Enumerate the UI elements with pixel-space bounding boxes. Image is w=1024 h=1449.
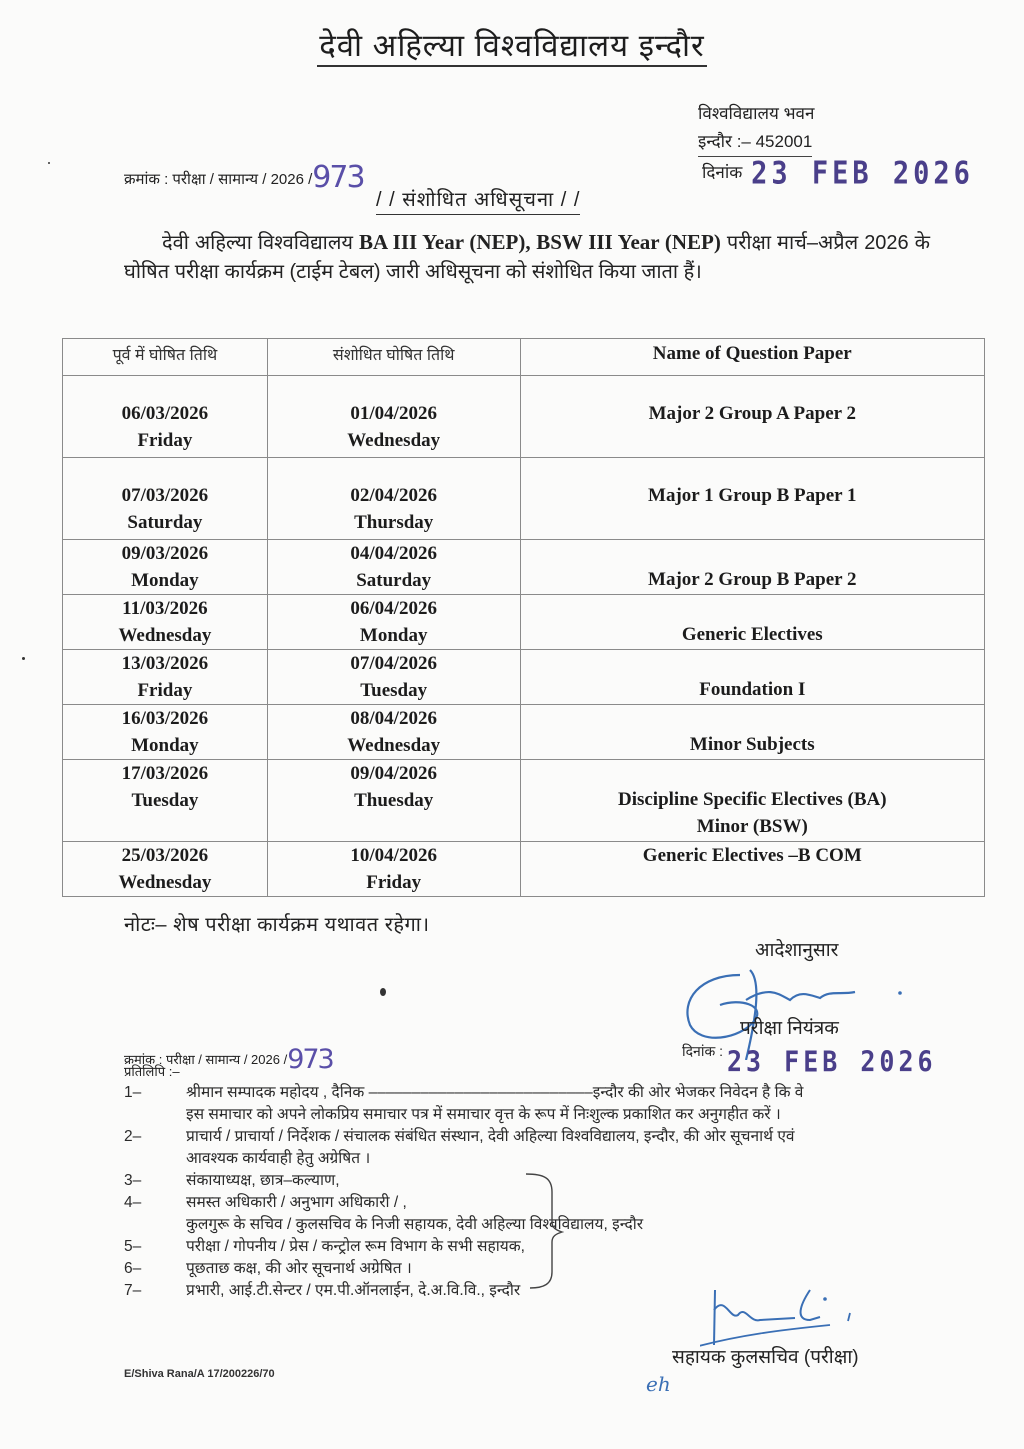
previous-date: 13/03/2026 bbox=[121, 653, 209, 674]
revised-date-cell bbox=[267, 650, 520, 705]
revised-day: Thursday bbox=[354, 512, 434, 533]
question-paper-cell bbox=[520, 595, 984, 650]
revised-date: 08/04/2026 bbox=[350, 708, 437, 729]
previous-day: Wednesday bbox=[118, 625, 212, 646]
previous-date-cell bbox=[63, 842, 268, 897]
header-question-paper: Name of Question Paper bbox=[520, 339, 984, 376]
item-number: 5– bbox=[124, 1238, 142, 1255]
item-number bbox=[124, 1214, 186, 1236]
revised-day: Tuesday bbox=[360, 680, 428, 701]
revised-date: 07/04/2026 bbox=[350, 653, 437, 674]
course-names: BA III Year (NEP), BSW III Year (NEP) bbox=[359, 230, 721, 254]
previous-date-cell bbox=[63, 595, 268, 650]
item-text: प्राचार्य / प्राचार्या / निर्देशक / संचालक संबंधित संस्थान, देवी अहिल्या विश्वविद्यालय, इन्दौर, की ओर सूचनार्थ एवं bbox=[186, 1128, 795, 1145]
question-paper-name: Major 2 Group B Paper 2 bbox=[648, 569, 857, 590]
header-previous-date: पूर्व में घोषित तिथि bbox=[63, 339, 268, 376]
previous-date: 11/03/2026 bbox=[122, 598, 208, 619]
question-paper-cell bbox=[520, 842, 984, 897]
previous-date-cell bbox=[63, 705, 268, 760]
item-text: श्रीमान सम्पादक महोदय , दैनिक ––––––––––––––––––––––––––इन्दौर की ओर भेजकर निवेदन है कि वे bbox=[186, 1084, 804, 1101]
previous-date: 07/03/2026 bbox=[121, 485, 209, 506]
question-paper-name: Minor Subjects bbox=[689, 734, 815, 755]
revised-date-cell bbox=[267, 595, 520, 650]
file-reference: E/Shiva Rana/A 17/200226/70 bbox=[124, 1368, 275, 1380]
revised-schedule-table bbox=[62, 338, 985, 897]
question-paper-name: Generic Electives bbox=[681, 624, 823, 645]
previous-date-cell bbox=[63, 540, 268, 595]
note: नोटः– शेष परीक्षा कार्यक्रम यथावत रहेगा। bbox=[124, 914, 430, 936]
scan-speck bbox=[22, 657, 25, 660]
previous-day: Monday bbox=[131, 735, 199, 756]
previous-date-cell bbox=[63, 760, 268, 842]
copy-date bbox=[682, 1042, 937, 1079]
item-text: कुलगुरू के सचिव / कुलसचिव के निजी सहायक, देवी अहिल्या विश्वविद्यालय, इन्दौर bbox=[186, 1216, 644, 1233]
item-number bbox=[124, 1148, 186, 1170]
item-number: 4– bbox=[124, 1194, 142, 1211]
copy-date-stamp: 23 FEB 2026 bbox=[727, 1044, 937, 1079]
revised-date: 10/04/2026 bbox=[350, 845, 437, 866]
assistant-registrar-designation: सहायक कुलसचिव (परीक्षा) bbox=[672, 1347, 859, 1368]
previous-day: Friday bbox=[137, 430, 193, 451]
date-label: दिनांक bbox=[702, 163, 743, 182]
copy-to-label: प्रतिलिपि :– bbox=[124, 1064, 180, 1079]
revised-date: 01/04/2026 bbox=[350, 403, 437, 424]
previous-date: 17/03/2026 bbox=[121, 763, 209, 784]
revised-date: 04/04/2026 bbox=[350, 543, 437, 564]
question-paper-cell bbox=[520, 540, 984, 595]
handwritten-ref-number: 973 bbox=[312, 160, 364, 195]
item-text: समस्त अधिकारी / अनुभाग अधिकारी / , bbox=[186, 1194, 407, 1211]
handwritten-initials: eh bbox=[646, 1372, 671, 1396]
revised-day: Saturday bbox=[356, 570, 432, 591]
copy-recipient-continuation bbox=[124, 1148, 944, 1170]
question-paper-name-line-2: Minor (BSW) bbox=[696, 816, 808, 837]
issue-date bbox=[702, 155, 974, 192]
header-revised-date: संशोधित घोषित तिथि bbox=[267, 339, 520, 376]
table-row bbox=[63, 842, 985, 897]
revised-date-cell bbox=[267, 376, 520, 458]
revised-date-cell bbox=[267, 705, 520, 760]
item-text: परीक्षा / गोपनीय / प्रेस / कन्ट्रोल रूम विभाग के सभी सहायक, bbox=[186, 1238, 525, 1255]
previous-date: 25/03/2026 bbox=[121, 845, 209, 866]
question-paper-cell bbox=[520, 760, 984, 842]
notice-title: / / संशोधित अधिसूचना / / bbox=[376, 185, 580, 215]
address-line-1: विश्वविद्यालय भवन bbox=[698, 104, 815, 123]
item-text: आवश्यक कार्यवाही हेतु अग्रेषित । bbox=[186, 1150, 371, 1167]
scan-speck bbox=[48, 162, 50, 164]
question-paper-name: Discipline Specific Electives (BA) bbox=[617, 789, 887, 810]
item-text: प्रभारी, आई.टी.सेन्टर / एम.पी.ऑनलाईन, दे.अ.वि.वि., इन्दौर bbox=[186, 1282, 521, 1299]
controller-designation: परीक्षा नियंत्रक bbox=[740, 1018, 839, 1039]
revised-day: Thuesday bbox=[354, 790, 434, 811]
previous-date: 09/03/2026 bbox=[121, 543, 209, 564]
previous-day: Saturday bbox=[127, 512, 203, 533]
question-paper-name: Major 2 Group A Paper 2 bbox=[648, 403, 856, 424]
previous-date: 06/03/2026 bbox=[121, 403, 209, 424]
table-row bbox=[63, 595, 985, 650]
question-paper-cell bbox=[520, 650, 984, 705]
previous-date-cell bbox=[63, 650, 268, 705]
previous-day: Tuesday bbox=[131, 790, 199, 811]
date-stamp: 23 FEB 2026 bbox=[751, 155, 974, 192]
previous-date-cell bbox=[63, 376, 268, 458]
previous-day: Monday bbox=[131, 570, 199, 591]
item-text: संकायाध्यक्ष, छात्र–कल्याण, bbox=[186, 1172, 340, 1189]
revised-day: Friday bbox=[366, 872, 422, 893]
item-number: 3– bbox=[124, 1172, 142, 1189]
revised-day: Monday bbox=[359, 625, 428, 646]
revised-date-cell bbox=[267, 842, 520, 897]
revised-date: 09/04/2026 bbox=[350, 763, 437, 784]
revised-date-cell bbox=[267, 458, 520, 540]
table-header-row bbox=[63, 339, 985, 376]
question-paper-cell bbox=[520, 705, 984, 760]
copy-date-label: दिनांक : bbox=[682, 1043, 723, 1059]
copy-reference-label: क्रमांक : परीक्षा / सामान्य / 2026 / bbox=[124, 1052, 288, 1067]
item-number: 7– bbox=[124, 1282, 142, 1299]
question-paper-name: Foundation I bbox=[699, 679, 806, 700]
table-row bbox=[63, 458, 985, 540]
item-text: पूछताछ कक्ष, की ओर सूचनार्थ अग्रेषित । bbox=[186, 1260, 412, 1277]
reference-number bbox=[124, 160, 364, 195]
university-title: देवी अहिल्या विश्वविद्यालय इन्दौर bbox=[0, 24, 1024, 66]
university-address bbox=[698, 100, 814, 157]
item-number: 1– bbox=[124, 1084, 142, 1101]
previous-day: Friday bbox=[137, 680, 193, 701]
item-number: 2– bbox=[124, 1128, 142, 1145]
revised-date: 06/04/2026 bbox=[350, 598, 437, 619]
revised-date-cell bbox=[267, 540, 520, 595]
table-row bbox=[63, 540, 985, 595]
revised-day: Wednesday bbox=[347, 735, 441, 756]
by-order-text: आदेशानुसार bbox=[755, 940, 839, 961]
table-row bbox=[63, 705, 985, 760]
copy-recipient-item bbox=[124, 1126, 944, 1148]
question-paper-name: Major 1 Group B Paper 1 bbox=[648, 485, 857, 506]
copy-recipient-continuation bbox=[124, 1104, 944, 1126]
revised-date: 02/04/2026 bbox=[350, 485, 437, 506]
previous-date: 16/03/2026 bbox=[121, 708, 209, 729]
copy-handwritten-ref-number: 973 bbox=[287, 1044, 333, 1075]
grouping-brace bbox=[524, 1172, 564, 1292]
address-line-2: इन्दौर :– 452001 bbox=[698, 128, 812, 157]
item-text: इस समाचार को अपने लोकप्रिय समाचार पत्र में समाचार वृत्त के रूप में निःशुल्क प्रकाशित कर अनुगहीत करें । bbox=[186, 1106, 781, 1123]
item-number bbox=[124, 1104, 186, 1126]
copy-recipient-item bbox=[124, 1082, 944, 1104]
table-row bbox=[63, 760, 985, 842]
question-paper-cell bbox=[520, 376, 984, 458]
table-row bbox=[63, 376, 985, 458]
reference-label: क्रमांक : परीक्षा / सामान्य / 2026 / bbox=[124, 171, 313, 188]
question-paper-cell bbox=[520, 458, 984, 540]
intro-paragraph: देवी अहिल्या विश्वविद्यालय BA III Year (NEP), BSW III Year (NEP) परीक्षा मार्च–अप्रैल 2026 के घोषित परीक्षा कार्यक्रम (टाईम टेबल) जारी अधिसूचना को संशोधित किया जाता हैं। bbox=[124, 230, 931, 283]
revised-day: Wednesday bbox=[347, 430, 441, 451]
scan-speck bbox=[380, 988, 386, 996]
item-number: 6– bbox=[124, 1260, 142, 1277]
revised-date-cell bbox=[267, 760, 520, 842]
previous-day: Wednesday bbox=[118, 872, 212, 893]
previous-date-cell bbox=[63, 458, 268, 540]
question-paper-name: Generic Electives –B COM bbox=[642, 845, 862, 866]
table-row bbox=[63, 650, 985, 705]
